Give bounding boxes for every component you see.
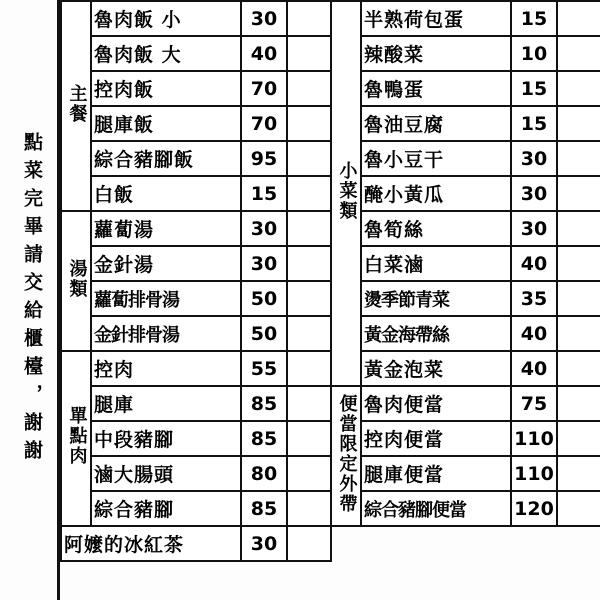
item-name: 魯肉飯 小 <box>91 1 241 36</box>
table-row[interactable] <box>331 281 600 316</box>
item-price: 85 <box>241 386 287 421</box>
table-row[interactable] <box>331 176 600 211</box>
item-price: 110 <box>511 421 557 456</box>
item-name: 金針排骨湯 <box>91 316 241 351</box>
item-name: 綜合豬腳飯 <box>91 141 241 176</box>
item-name: 金針湯 <box>91 246 241 281</box>
order-qty-box[interactable] <box>557 1 600 36</box>
item-name: 魯肉飯 大 <box>91 36 241 71</box>
order-qty-box[interactable] <box>287 386 331 421</box>
right-menu-table <box>330 0 600 527</box>
order-qty-box[interactable] <box>287 246 331 281</box>
item-name: 控肉 <box>91 351 241 386</box>
table-row[interactable] <box>61 281 331 316</box>
item-name: 白飯 <box>91 176 241 211</box>
table-row[interactable] <box>61 176 331 211</box>
item-name: 蘿蔔排骨湯 <box>91 281 241 316</box>
order-qty-box[interactable] <box>287 351 331 386</box>
item-name: 醃小黃瓜 <box>361 176 511 211</box>
table-row[interactable] <box>331 386 600 421</box>
table-row[interactable] <box>331 456 600 491</box>
item-name: 控肉飯 <box>91 71 241 106</box>
category-cell-main: 主餐 <box>61 1 91 211</box>
item-name: 魯鴨蛋 <box>361 71 511 106</box>
item-name: 半熟荷包蛋 <box>361 1 511 36</box>
category-cell-meat: 單點肉 <box>61 351 91 526</box>
item-price: 35 <box>511 281 557 316</box>
order-qty-box[interactable] <box>557 246 600 281</box>
table-row[interactable] <box>61 141 331 176</box>
notice-column <box>6 0 60 600</box>
item-price: 40 <box>511 351 557 386</box>
item-name: 腿庫飯 <box>91 106 241 141</box>
table-row[interactable] <box>331 106 600 141</box>
table-row[interactable] <box>331 36 600 71</box>
table-row[interactable] <box>331 316 600 351</box>
table-row[interactable] <box>61 1 331 36</box>
item-name: 控肉便當 <box>361 421 511 456</box>
table-row[interactable] <box>331 71 600 106</box>
order-qty-box[interactable] <box>557 176 600 211</box>
table-row[interactable] <box>61 456 331 491</box>
table-row[interactable] <box>61 106 331 141</box>
left-menu-table <box>60 0 332 562</box>
item-name: 腿庫 <box>91 386 241 421</box>
table-row[interactable] <box>331 421 600 456</box>
item-name: 蘿蔔湯 <box>91 211 241 246</box>
table-row[interactable] <box>331 246 600 281</box>
order-qty-box[interactable] <box>287 1 331 36</box>
item-name: 黃金泡菜 <box>361 351 511 386</box>
order-qty-box[interactable] <box>287 71 331 106</box>
item-price: 10 <box>511 36 557 71</box>
item-name: 燙季節青菜 <box>361 281 511 316</box>
item-name: 魯小豆干 <box>361 141 511 176</box>
item-price: 30 <box>511 141 557 176</box>
table-row[interactable] <box>61 526 331 561</box>
item-price: 30 <box>241 1 287 36</box>
order-qty-box[interactable] <box>557 456 600 491</box>
order-qty-box[interactable] <box>557 281 600 316</box>
order-qty-box[interactable] <box>287 421 331 456</box>
item-name: 滷大腸頭 <box>91 456 241 491</box>
item-price: 15 <box>511 71 557 106</box>
order-qty-box[interactable] <box>557 351 600 386</box>
table-row[interactable] <box>61 351 331 386</box>
category-cell-bento: 便當限定外帶 <box>331 386 361 526</box>
table-row[interactable] <box>61 211 331 246</box>
item-name: 辣酸菜 <box>361 36 511 71</box>
order-qty-box[interactable] <box>557 106 600 141</box>
item-name: 中段豬腳 <box>91 421 241 456</box>
item-price: 75 <box>511 386 557 421</box>
table-row[interactable] <box>61 316 331 351</box>
table-row[interactable] <box>61 246 331 281</box>
item-name: 綜合豬腳 <box>91 491 241 526</box>
order-qty-box[interactable] <box>287 316 331 351</box>
order-qty-box[interactable] <box>557 421 600 456</box>
item-name: 阿嬤的冰紅茶 <box>61 526 241 561</box>
right-menu-column <box>330 0 600 600</box>
item-price: 30 <box>511 211 557 246</box>
order-qty-box[interactable] <box>557 141 600 176</box>
item-price: 40 <box>241 36 287 71</box>
order-qty-box[interactable] <box>287 491 331 526</box>
item-price: 15 <box>511 106 557 141</box>
table-row[interactable] <box>331 351 600 386</box>
table-row[interactable] <box>61 386 331 421</box>
item-price: 110 <box>511 456 557 491</box>
order-qty-box[interactable] <box>287 36 331 71</box>
order-qty-box[interactable] <box>287 211 331 246</box>
item-name: 魯油豆腐 <box>361 106 511 141</box>
table-row[interactable] <box>331 491 600 526</box>
item-name: 綜合豬腳便當 <box>361 491 511 526</box>
menu-tables <box>60 0 600 600</box>
table-row[interactable] <box>61 36 331 71</box>
item-price: 40 <box>511 316 557 351</box>
order-qty-box[interactable] <box>287 176 331 211</box>
order-qty-box[interactable] <box>287 281 331 316</box>
item-price: 85 <box>241 491 287 526</box>
order-qty-box[interactable] <box>557 36 600 71</box>
order-qty-box[interactable] <box>287 456 331 491</box>
item-price: 15 <box>241 176 287 211</box>
category-cell-soup: 湯類 <box>61 211 91 351</box>
item-price: 120 <box>511 491 557 526</box>
order-qty-box[interactable] <box>557 316 600 351</box>
left-menu-column <box>60 0 330 600</box>
item-price: 30 <box>241 246 287 281</box>
item-price: 70 <box>241 71 287 106</box>
item-price: 95 <box>241 141 287 176</box>
table-row[interactable] <box>331 1 600 36</box>
table-row[interactable] <box>61 421 331 456</box>
table-row[interactable] <box>61 491 331 526</box>
order-qty-box[interactable] <box>557 71 600 106</box>
order-qty-box[interactable] <box>287 106 331 141</box>
table-row[interactable] <box>331 211 600 246</box>
item-price: 85 <box>241 421 287 456</box>
item-name: 魯肉便當 <box>361 386 511 421</box>
item-price: 30 <box>241 526 287 561</box>
item-name: 魯筍絲 <box>361 211 511 246</box>
table-row[interactable] <box>61 71 331 106</box>
item-price: 30 <box>511 176 557 211</box>
table-row[interactable] <box>331 141 600 176</box>
order-qty-box[interactable] <box>287 141 331 176</box>
item-price: 40 <box>511 246 557 281</box>
order-qty-box[interactable] <box>557 491 600 526</box>
order-qty-box[interactable] <box>557 386 600 421</box>
item-price: 50 <box>241 316 287 351</box>
item-price: 15 <box>511 1 557 36</box>
notice-text: 點菜完畢請交給櫃檯，謝謝 <box>21 132 43 468</box>
item-price: 80 <box>241 456 287 491</box>
item-price: 50 <box>241 281 287 316</box>
item-price: 70 <box>241 106 287 141</box>
item-price: 55 <box>241 351 287 386</box>
item-name: 腿庫便當 <box>361 456 511 491</box>
item-name: 白菜滷 <box>361 246 511 281</box>
order-qty-box[interactable] <box>287 526 331 561</box>
order-qty-box[interactable] <box>557 211 600 246</box>
item-price: 30 <box>241 211 287 246</box>
item-name: 黃金海帶絲 <box>361 316 511 351</box>
category-cell-sidedish: 小菜類 <box>331 1 361 386</box>
